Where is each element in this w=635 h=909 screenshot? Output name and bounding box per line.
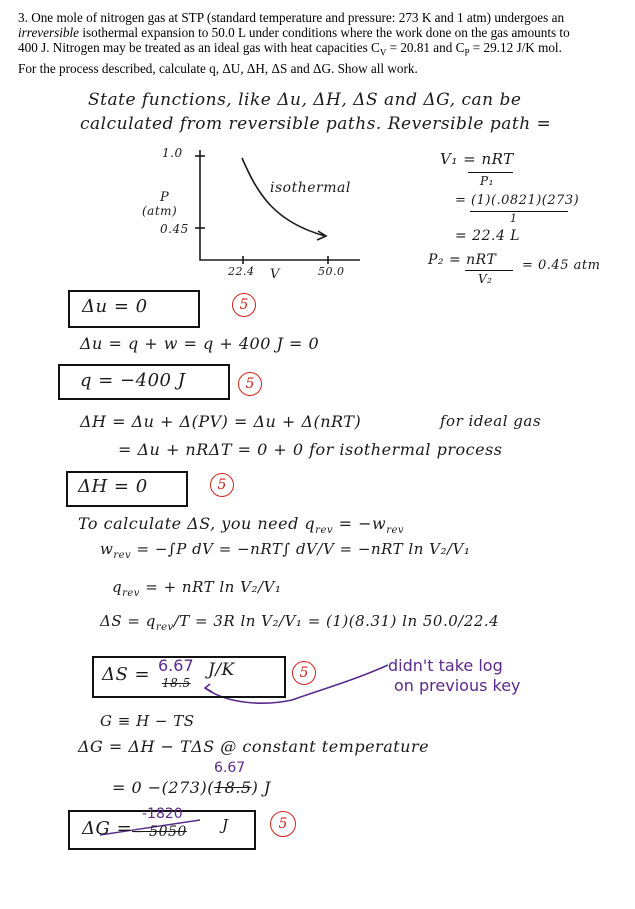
graph-p-label: P — [160, 190, 170, 205]
graph-low-label: 0.45 — [160, 222, 189, 236]
problem-line-4: For the process described, calculate q, ΔU, ΔH, ΔS and ΔG. Show all work. — [18, 60, 418, 76]
p2-result: = 0.45 atm — [522, 258, 601, 273]
score-circle-dh: 5 — [210, 473, 234, 497]
q-answer: q = −400 J — [80, 370, 186, 391]
dh-note: for ideal gas — [440, 412, 542, 430]
v1-sub-fraction-bar — [470, 211, 568, 212]
dg-answer-corrected: -1820 — [142, 806, 183, 822]
graph-x2-label: 50.0 — [318, 265, 345, 278]
p2-denominator: V₂ — [478, 272, 493, 286]
v1-denominator: P₁ — [480, 174, 494, 188]
v1-equation: V₁ = nRT — [440, 150, 514, 168]
grader-comment-line-1: didn't take log — [388, 656, 503, 675]
ds-equation: $\Delta S = q_{rev}/T = 3R$ ln V₂/V₁ = (1)(8.31) ln 50.0/22.4 — [100, 612, 500, 633]
du-answer: Δu = 0 — [82, 296, 148, 317]
dh-equation-2: = Δu + nRΔT = 0 + 0 for isothermal process — [118, 440, 503, 459]
isotherm-curve — [242, 158, 325, 236]
dg-answer-unit: J — [222, 816, 229, 834]
ds-answer-lhs: ΔS = — [102, 664, 151, 685]
v1-fraction-bar — [468, 172, 513, 173]
v1-substitution: = (1)(.0821)(273) — [455, 193, 580, 208]
problem-line-2: irreversible isothermal expansion to 50.0 L under conditions where the work done on the gas amounts to — [18, 25, 570, 40]
graph-isothermal-label: isothermal — [270, 180, 351, 196]
dg-answer-lhs: ΔG = — [82, 818, 133, 839]
ds-answer-unit: J/K — [208, 660, 235, 680]
ds-intro: To calculate ΔS, you need $q_{rev} = -w_{rev}$ — [78, 514, 405, 537]
v1-sub-denominator: 1 — [510, 212, 518, 225]
p2-equation: P₂ = nRT — [428, 252, 497, 268]
wrev-equation: $w_{rev} = -\int P$ dV = −nRT∫ dV/V = −nRT ln V₂/V₁ — [100, 540, 471, 561]
score-circle-ds: 5 — [292, 661, 316, 685]
graph-axes — [200, 150, 360, 260]
graph-v-label: V — [270, 267, 280, 282]
score-circle-dg: 5 — [270, 811, 296, 837]
dh-equation-1: ΔH = Δu + Δ(PV) = Δu + Δ(nRT) — [80, 412, 362, 431]
intro-line-1: State functions, like Δu, ΔH, ΔS and ΔG, can be — [88, 90, 522, 110]
graph-top-label: 1.0 — [162, 146, 183, 160]
score-circle-q: 5 — [238, 372, 262, 396]
p2-fraction-bar — [465, 270, 513, 271]
score-circle-du: 5 — [232, 293, 256, 317]
ds-answer-old: 18.5 — [162, 676, 191, 690]
dg-answer-old: − 5050 — [132, 824, 187, 840]
g-definition: G ≡ H − TS — [100, 712, 195, 730]
v1-result: = 22.4 L — [455, 228, 521, 244]
dg-sub-corrected: 6.67 — [214, 760, 246, 776]
intro-line-2: calculated from reversible paths. Reversible path = — [80, 114, 552, 134]
du-equation: Δu = q + w = q + 400 J = 0 — [80, 334, 320, 353]
dg-substitution: = 0 −(273)(18.5) J — [112, 778, 271, 797]
grader-comment-line-2: on previous key — [394, 676, 521, 695]
ds-answer-corrected: 6.67 — [158, 656, 194, 675]
qrev-equation: $q_{rev}$ = + nRT ln V₂/V₁ — [112, 578, 282, 599]
dg-equation: ΔG = ΔH − TΔS @ constant temperature — [78, 737, 430, 756]
problem-line-3: 400 J. Nitrogen may be treated as an ideal gas with heat capacities $C_V = 20.81$ and $C_P = 29.12$ J/K mol. — [18, 40, 562, 58]
graph-unit-label: (atm) — [142, 204, 178, 218]
problem-line-1: 3. One mole of nitrogen gas at STP (standard temperature and pressure: 273 K and 1 atm) undergoes an — [18, 10, 565, 25]
dh-answer: ΔH = 0 — [78, 476, 148, 497]
graph-x1-label: 22.4 — [228, 265, 255, 278]
